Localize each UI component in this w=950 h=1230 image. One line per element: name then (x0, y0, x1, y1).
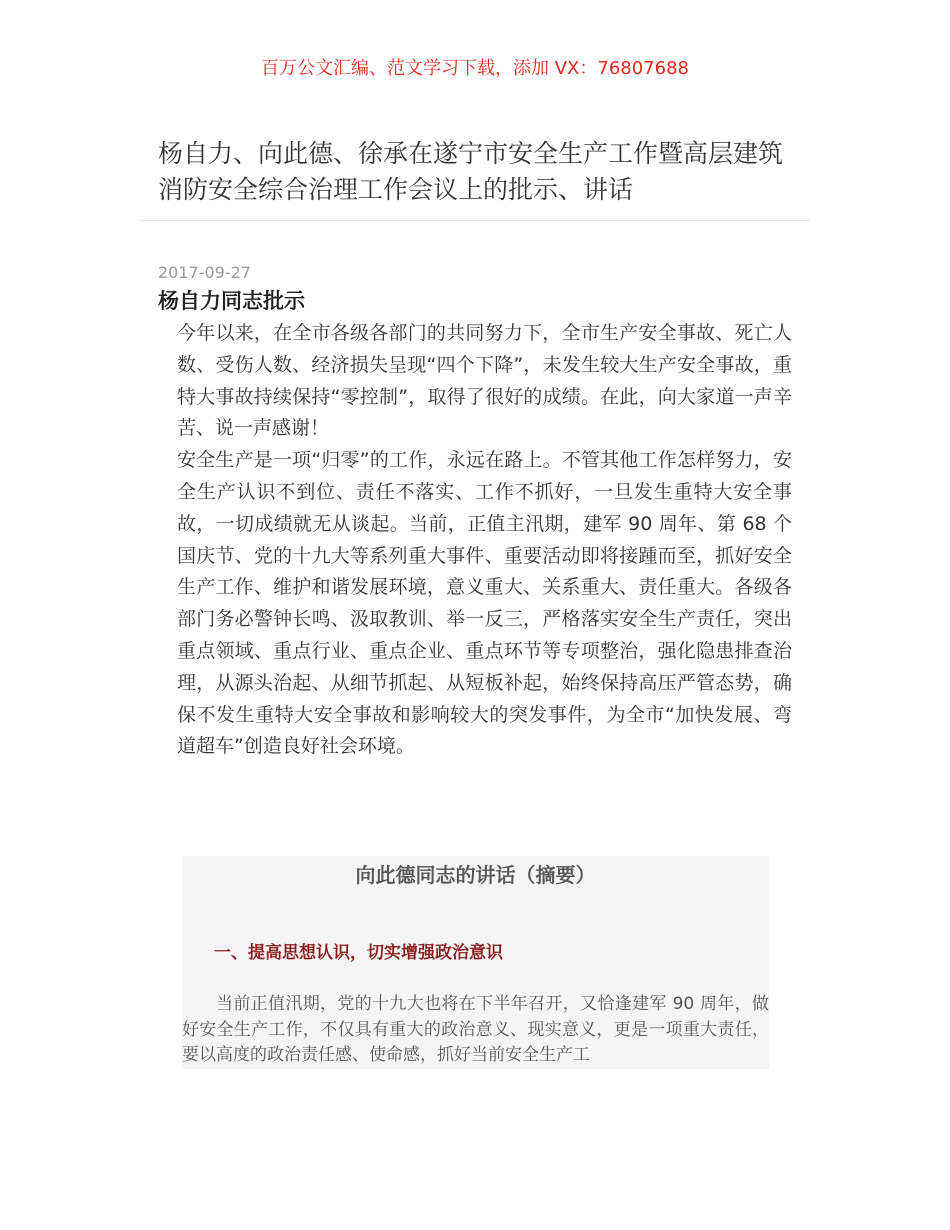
speech-subheading: 一、提高思想认识，切实增强政治意识 (214, 943, 503, 963)
article-title: 杨自力、向此德、徐承在遂宁市安全生产工作暨高层建筑消防安全综合治理工作会议上的批示、讲话 (158, 139, 784, 204)
paragraph: 今年以来，在全市各级各部门的共同努力下，全市生产安全事故、死亡人数、受伤人数、经济损失呈现“四个下降”，未发生较大生产安全事故，重特大事故持续保持“零控制”，取得了很好的成绩。在此，向大家道一声辛苦、说一声感谢！ (177, 322, 792, 440)
promo-banner: 百万公文汇编、范文学习下载，添加 VX：76807688 (261, 58, 689, 79)
speech-summary-title: 向此德同志的讲话（摘要） (355, 863, 596, 887)
title-divider (140, 220, 810, 221)
publish-date: 2017-09-27 (158, 263, 251, 282)
section-body-yang (177, 318, 792, 763)
speech-summary-box (182, 856, 769, 1069)
speech-paragraph: 当前正值汛期，党的十九大也将在下半年召开，又恰逢建军 90 周年，做好安全生产工作，不仅具有重大的政治意义、现实意义，更是一项重大责任，要以高度的政治责任感、使命感，抓好当前安全生产工 (182, 994, 769, 1065)
paragraph: 安全生产是一项“归零”的工作，永远在路上。不管其他工作怎样努力，安全生产认识不到位、责任不落实、工作不抓好，一旦发生重特大安全事故，一切成绩就无从谈起。当前，正值主汛期，建军 90 周年、第 68 个国庆节、党的十九大等系列重大事件、重要活动即将接踵而至，抓好安全生产工作、维护和谐发展环境，意义重大、关系重大、责任重大。各级各部门务必警钟长鸣、汲取教训、举一反三，严格落实安全生产责任，突出重点领域、重点行业、重点企业、重点环节等专项整治，强化隐患排查治理，从源头治起、从细节抓起、从短板补起，始终保持高压严管态势，确保不发生重特大安全事故和影响较大的突发事件，为全市“加快发展、弯道超车”创造良好社会环境。 (177, 449, 792, 758)
section-heading-yang: 杨自力同志批示 (158, 289, 305, 313)
